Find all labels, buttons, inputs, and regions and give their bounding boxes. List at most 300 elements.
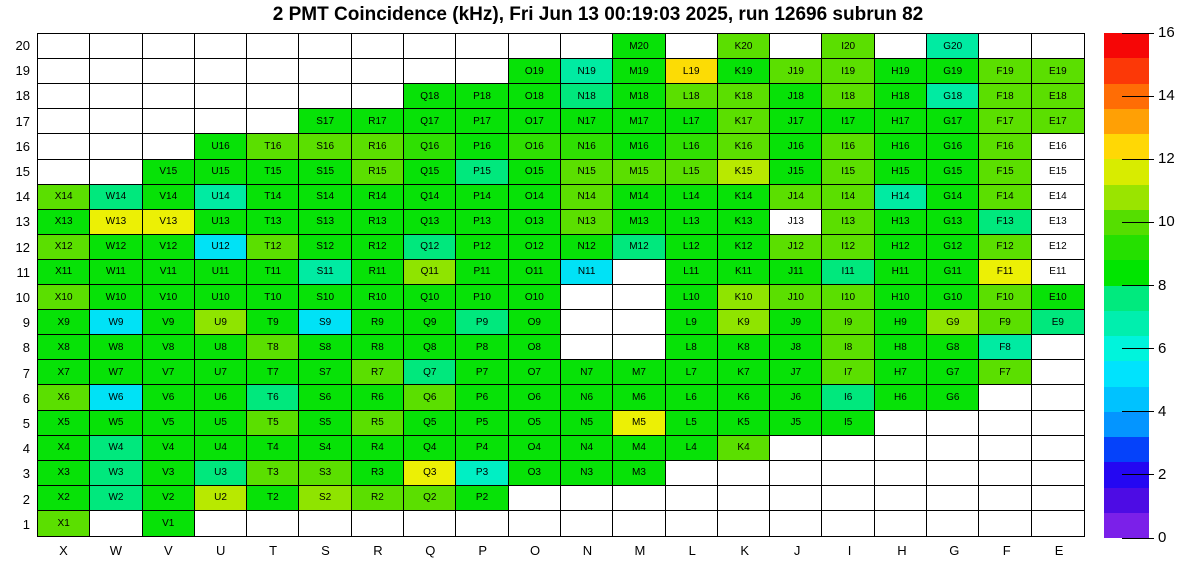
empty-cell-R18 xyxy=(352,84,404,109)
cell-L10: L10 xyxy=(666,285,718,310)
cell-G11: G11 xyxy=(927,260,979,285)
cell-G20: G20 xyxy=(927,34,979,59)
cell-L19: L19 xyxy=(666,59,718,84)
cell-K19: K19 xyxy=(718,59,770,84)
colorbar-band-11 xyxy=(1104,311,1149,336)
cell-M5: M5 xyxy=(613,411,665,436)
cell-Q7: Q7 xyxy=(404,360,456,385)
cell-P17: P17 xyxy=(456,109,508,134)
cell-T3: T3 xyxy=(247,461,299,486)
cell-F8: F8 xyxy=(979,335,1031,360)
cell-Q2: Q2 xyxy=(404,486,456,511)
empty-cell-O20 xyxy=(509,34,561,59)
colorbar-band-18 xyxy=(1104,488,1149,513)
cell-Q16: Q16 xyxy=(404,134,456,159)
colorbar-tick-10 xyxy=(1122,222,1154,223)
cell-R3: R3 xyxy=(352,461,404,486)
empty-cell-M1 xyxy=(613,511,665,536)
colorbar-band-6 xyxy=(1104,185,1149,210)
colorbar-tick-4 xyxy=(1122,411,1154,412)
cell-F16: F16 xyxy=(979,134,1031,159)
cell-X3: X3 xyxy=(38,461,90,486)
empty-cell-N2 xyxy=(561,486,613,511)
cell-N19: N19 xyxy=(561,59,613,84)
cell-N17: N17 xyxy=(561,109,613,134)
cell-G6: G6 xyxy=(927,385,979,410)
cell-W10: W10 xyxy=(90,285,142,310)
cell-S8: S8 xyxy=(299,335,351,360)
cell-S11: S11 xyxy=(299,260,351,285)
cell-X6: X6 xyxy=(38,385,90,410)
empty-cell-X20 xyxy=(38,34,90,59)
cell-R16: R16 xyxy=(352,134,404,159)
cell-N5: N5 xyxy=(561,411,613,436)
cell-P7: P7 xyxy=(456,360,508,385)
cell-S5: S5 xyxy=(299,411,351,436)
cell-X11: X11 xyxy=(38,260,90,285)
cell-X7: X7 xyxy=(38,360,90,385)
cell-P15: P15 xyxy=(456,160,508,185)
cell-R9: R9 xyxy=(352,310,404,335)
empty-cell-F6 xyxy=(979,385,1031,410)
cell-P11: P11 xyxy=(456,260,508,285)
cell-J5: J5 xyxy=(770,411,822,436)
empty-cell-Q20 xyxy=(404,34,456,59)
colorbar-band-9 xyxy=(1104,260,1149,285)
cell-W11: W11 xyxy=(90,260,142,285)
cell-K6: K6 xyxy=(718,385,770,410)
empty-cell-X19 xyxy=(38,59,90,84)
cell-U2: U2 xyxy=(195,486,247,511)
cell-O11: O11 xyxy=(509,260,561,285)
cell-P9: P9 xyxy=(456,310,508,335)
cell-R4: R4 xyxy=(352,436,404,461)
cell-W4: W4 xyxy=(90,436,142,461)
cell-G16: G16 xyxy=(927,134,979,159)
cell-N18: N18 xyxy=(561,84,613,109)
cell-V14: V14 xyxy=(143,185,195,210)
x-axis-label-N: N xyxy=(582,543,593,558)
cell-L12: L12 xyxy=(666,235,718,260)
cell-H19: H19 xyxy=(875,59,927,84)
empty-cell-G5 xyxy=(927,411,979,436)
cell-G7: G7 xyxy=(927,360,979,385)
cell-O19: O19 xyxy=(509,59,561,84)
cell-I10: I10 xyxy=(822,285,874,310)
x-axis-label-P: P xyxy=(478,543,488,558)
cell-F11: F11 xyxy=(979,260,1031,285)
cell-M17: M17 xyxy=(613,109,665,134)
empty-cell-M2 xyxy=(613,486,665,511)
cell-G10: G10 xyxy=(927,285,979,310)
cell-R14: R14 xyxy=(352,185,404,210)
cell-K10: K10 xyxy=(718,285,770,310)
cell-O5: O5 xyxy=(509,411,561,436)
empty-cell-H20 xyxy=(875,34,927,59)
cell-I18: I18 xyxy=(822,84,874,109)
empty-cell-V19 xyxy=(143,59,195,84)
cell-P5: P5 xyxy=(456,411,508,436)
cell-V6: V6 xyxy=(143,385,195,410)
empty-cell-N20 xyxy=(561,34,613,59)
cell-H12: H12 xyxy=(875,235,927,260)
cell-K17: K17 xyxy=(718,109,770,134)
cell-J18: J18 xyxy=(770,84,822,109)
empty-cell-E1 xyxy=(1032,511,1084,536)
empty-cell-U18 xyxy=(195,84,247,109)
cell-H16: H16 xyxy=(875,134,927,159)
cell-G18: G18 xyxy=(927,84,979,109)
cell-L17: L17 xyxy=(666,109,718,134)
colorbar-tick-label-4: 4 xyxy=(1158,402,1167,420)
colorbar-tick-label-2: 2 xyxy=(1158,465,1167,483)
cell-X8: X8 xyxy=(38,335,90,360)
cell-G8: G8 xyxy=(927,335,979,360)
empty-cell-K1 xyxy=(718,511,770,536)
cell-H14: H14 xyxy=(875,185,927,210)
cell-J19: J19 xyxy=(770,59,822,84)
x-axis-label-F: F xyxy=(1002,543,1011,558)
cell-K4: K4 xyxy=(718,436,770,461)
empty-cell-R19 xyxy=(352,59,404,84)
cell-W9: W9 xyxy=(90,310,142,335)
colorbar-tick-12 xyxy=(1122,159,1154,160)
cell-T8: T8 xyxy=(247,335,299,360)
cell-L4: L4 xyxy=(666,436,718,461)
cell-F13: F13 xyxy=(979,210,1031,235)
colorbar-band-16 xyxy=(1104,437,1149,462)
empty-cell-Q1 xyxy=(404,511,456,536)
colorbar-band-5 xyxy=(1104,159,1149,184)
cell-P4: P4 xyxy=(456,436,508,461)
cell-U15: U15 xyxy=(195,160,247,185)
cell-G17: G17 xyxy=(927,109,979,134)
cell-W5: W5 xyxy=(90,411,142,436)
empty-cell-P19 xyxy=(456,59,508,84)
cell-R17: R17 xyxy=(352,109,404,134)
cell-J17: J17 xyxy=(770,109,822,134)
x-axis-label-O: O xyxy=(530,543,541,558)
y-axis-label-12: 12 xyxy=(15,239,30,255)
empty-cell-I4 xyxy=(822,436,874,461)
cell-R15: R15 xyxy=(352,160,404,185)
cell-O12: O12 xyxy=(509,235,561,260)
cell-K15: K15 xyxy=(718,160,770,185)
cell-V9: V9 xyxy=(143,310,195,335)
y-axis-label-2: 2 xyxy=(22,491,30,507)
cell-W7: W7 xyxy=(90,360,142,385)
empty-cell-E5 xyxy=(1032,411,1084,436)
x-axis-label-K: K xyxy=(740,543,750,558)
y-axis-label-15: 15 xyxy=(15,164,30,179)
empty-cell-M10 xyxy=(613,285,665,310)
x-axis-label-X: X xyxy=(59,543,68,558)
cell-O14: O14 xyxy=(509,185,561,210)
cell-G14: G14 xyxy=(927,185,979,210)
empty-cell-L2 xyxy=(666,486,718,511)
x-axis-label-T: T xyxy=(269,543,278,558)
cell-P12: P12 xyxy=(456,235,508,260)
empty-cell-H1 xyxy=(875,511,927,536)
empty-cell-E4 xyxy=(1032,436,1084,461)
empty-cell-N9 xyxy=(561,310,613,335)
cell-H13: H13 xyxy=(875,210,927,235)
y-axis-label-10: 10 xyxy=(15,290,30,305)
empty-cell-L1 xyxy=(666,511,718,536)
x-axis-label-E: E xyxy=(1054,543,1064,558)
empty-cell-S1 xyxy=(299,511,351,536)
cell-O3: O3 xyxy=(509,461,561,486)
empty-cell-U1 xyxy=(195,511,247,536)
x-axis-label-U: U xyxy=(215,543,226,558)
cell-U4: U4 xyxy=(195,436,247,461)
cell-J6: J6 xyxy=(770,385,822,410)
empty-cell-I2 xyxy=(822,486,874,511)
cell-K16: K16 xyxy=(718,134,770,159)
x-axis-label-V: V xyxy=(163,543,173,558)
x-axis-label-J: J xyxy=(793,543,801,558)
cell-M6: M6 xyxy=(613,385,665,410)
cell-J10: J10 xyxy=(770,285,822,310)
cell-W12: W12 xyxy=(90,235,142,260)
cell-G19: G19 xyxy=(927,59,979,84)
cell-U16: U16 xyxy=(195,134,247,159)
cell-G15: G15 xyxy=(927,160,979,185)
cell-P2: P2 xyxy=(456,486,508,511)
cell-H9: H9 xyxy=(875,310,927,335)
cell-S6: S6 xyxy=(299,385,351,410)
cell-M16: M16 xyxy=(613,134,665,159)
cell-S4: S4 xyxy=(299,436,351,461)
cell-W8: W8 xyxy=(90,335,142,360)
empty-cell-L20 xyxy=(666,34,718,59)
empty-cell-J3 xyxy=(770,461,822,486)
y-axis-label-13: 13 xyxy=(15,214,30,230)
empty-cell-I1 xyxy=(822,511,874,536)
cell-Q11: Q11 xyxy=(404,260,456,285)
cell-T13: T13 xyxy=(247,210,299,235)
colorbar-tick-2 xyxy=(1122,474,1154,475)
cell-N13: N13 xyxy=(561,210,613,235)
empty-cell-V16 xyxy=(143,134,195,159)
cell-J9: J9 xyxy=(770,310,822,335)
cell-P14: P14 xyxy=(456,185,508,210)
cell-V8: V8 xyxy=(143,335,195,360)
cell-E19: E19 xyxy=(1032,59,1084,84)
empty-cell-L3 xyxy=(666,461,718,486)
cell-W6: W6 xyxy=(90,385,142,410)
empty-cell-E20 xyxy=(1032,34,1084,59)
cell-I13: I13 xyxy=(822,210,874,235)
empty-cell-W16 xyxy=(90,134,142,159)
cell-P6: P6 xyxy=(456,385,508,410)
colorbar-band-1 xyxy=(1104,58,1149,83)
x-axis-label-I: I xyxy=(847,543,852,558)
cell-S2: S2 xyxy=(299,486,351,511)
cell-O18: O18 xyxy=(509,84,561,109)
cell-O4: O4 xyxy=(509,436,561,461)
cell-L18: L18 xyxy=(666,84,718,109)
cell-L14: L14 xyxy=(666,185,718,210)
empty-cell-M9 xyxy=(613,310,665,335)
cell-V10: V10 xyxy=(143,285,195,310)
cell-S16: S16 xyxy=(299,134,351,159)
y-axis-label-4: 4 xyxy=(22,441,30,457)
cell-H11: H11 xyxy=(875,260,927,285)
empty-cell-G4 xyxy=(927,436,979,461)
empty-cell-W17 xyxy=(90,109,142,134)
empty-cell-X18 xyxy=(38,84,90,109)
colorbar-tick-8 xyxy=(1122,285,1154,286)
cell-O6: O6 xyxy=(509,385,561,410)
y-axis-label-20: 20 xyxy=(15,38,30,53)
cell-N6: N6 xyxy=(561,385,613,410)
cell-V11: V11 xyxy=(143,260,195,285)
cell-H15: H15 xyxy=(875,160,927,185)
cell-H6: H6 xyxy=(875,385,927,410)
cell-T4: T4 xyxy=(247,436,299,461)
cell-M15: M15 xyxy=(613,160,665,185)
cell-K20: K20 xyxy=(718,34,770,59)
y-axis-label-5: 5 xyxy=(22,416,30,431)
cell-W14: W14 xyxy=(90,185,142,210)
cell-F17: F17 xyxy=(979,109,1031,134)
cell-K8: K8 xyxy=(718,335,770,360)
cell-K12: K12 xyxy=(718,235,770,260)
colorbar-band-4 xyxy=(1104,134,1149,159)
cell-Q15: Q15 xyxy=(404,160,456,185)
cell-R5: R5 xyxy=(352,411,404,436)
empty-cell-K3 xyxy=(718,461,770,486)
cell-L16: L16 xyxy=(666,134,718,159)
empty-cell-G3 xyxy=(927,461,979,486)
cell-L15: L15 xyxy=(666,160,718,185)
y-axis-label-18: 18 xyxy=(15,88,30,104)
colorbar-tick-label-0: 0 xyxy=(1158,529,1167,546)
colorbar-tick-6 xyxy=(1122,348,1154,349)
y-axis-label-6: 6 xyxy=(22,390,30,406)
cell-I8: I8 xyxy=(822,335,874,360)
cell-S17: S17 xyxy=(299,109,351,134)
cell-R10: R10 xyxy=(352,285,404,310)
cell-U7: U7 xyxy=(195,360,247,385)
empty-cell-V18 xyxy=(143,84,195,109)
empty-cell-K2 xyxy=(718,486,770,511)
empty-cell-S19 xyxy=(299,59,351,84)
empty-cell-N1 xyxy=(561,511,613,536)
cell-U12: U12 xyxy=(195,235,247,260)
cell-X14: X14 xyxy=(38,185,90,210)
cell-S7: S7 xyxy=(299,360,351,385)
cell-J14: J14 xyxy=(770,185,822,210)
cell-L9: L9 xyxy=(666,310,718,335)
colorbar-band-10 xyxy=(1104,286,1149,311)
cell-K13: K13 xyxy=(718,210,770,235)
cell-I16: I16 xyxy=(822,134,874,159)
cell-T11: T11 xyxy=(247,260,299,285)
cell-P3: P3 xyxy=(456,461,508,486)
empty-cell-W19 xyxy=(90,59,142,84)
cell-O15: O15 xyxy=(509,160,561,185)
cell-J8: J8 xyxy=(770,335,822,360)
cell-E12: E12 xyxy=(1032,235,1084,260)
empty-cell-U17 xyxy=(195,109,247,134)
x-axis-label-M: M xyxy=(634,543,646,558)
cell-P8: P8 xyxy=(456,335,508,360)
cell-E18: E18 xyxy=(1032,84,1084,109)
cell-R11: R11 xyxy=(352,260,404,285)
cell-S13: S13 xyxy=(299,210,351,235)
empty-cell-G1 xyxy=(927,511,979,536)
empty-cell-Q19 xyxy=(404,59,456,84)
empty-cell-T19 xyxy=(247,59,299,84)
cell-Q17: Q17 xyxy=(404,109,456,134)
cell-M14: M14 xyxy=(613,185,665,210)
cell-P13: P13 xyxy=(456,210,508,235)
colorbar-band-3 xyxy=(1104,109,1149,134)
empty-cell-M8 xyxy=(613,335,665,360)
cell-E16: E16 xyxy=(1032,134,1084,159)
cell-T14: T14 xyxy=(247,185,299,210)
cell-X4: X4 xyxy=(38,436,90,461)
heatmap-grid xyxy=(37,33,1085,537)
cell-O10: O10 xyxy=(509,285,561,310)
empty-cell-W18 xyxy=(90,84,142,109)
cell-F10: F10 xyxy=(979,285,1031,310)
colorbar-tick-label-6: 6 xyxy=(1158,339,1167,357)
cell-I20: I20 xyxy=(822,34,874,59)
colorbar-band-19 xyxy=(1104,513,1149,538)
cell-E17: E17 xyxy=(1032,109,1084,134)
x-axis-label-W: W xyxy=(109,543,123,558)
x-axis-label-Q: Q xyxy=(425,543,436,558)
cell-V7: V7 xyxy=(143,360,195,385)
colorbar-tick-label-10: 10 xyxy=(1158,213,1175,231)
cell-N15: N15 xyxy=(561,160,613,185)
cell-V13: V13 xyxy=(143,210,195,235)
y-axis-label-3: 3 xyxy=(22,466,30,482)
cell-N4: N4 xyxy=(561,436,613,461)
empty-cell-W20 xyxy=(90,34,142,59)
cell-X12: X12 xyxy=(38,235,90,260)
cell-U9: U9 xyxy=(195,310,247,335)
cell-X10: X10 xyxy=(38,285,90,310)
cell-Q5: Q5 xyxy=(404,411,456,436)
empty-cell-T17 xyxy=(247,109,299,134)
colorbar-band-13 xyxy=(1104,361,1149,386)
empty-cell-O1 xyxy=(509,511,561,536)
cell-N11: N11 xyxy=(561,260,613,285)
cell-Q10: Q10 xyxy=(404,285,456,310)
colorbar-tick-label-14: 14 xyxy=(1158,87,1175,105)
empty-cell-F3 xyxy=(979,461,1031,486)
empty-cell-J1 xyxy=(770,511,822,536)
cell-F14: F14 xyxy=(979,185,1031,210)
cell-M18: M18 xyxy=(613,84,665,109)
cell-P10: P10 xyxy=(456,285,508,310)
empty-cell-R1 xyxy=(352,511,404,536)
cell-H8: H8 xyxy=(875,335,927,360)
colorbar-tick-label-8: 8 xyxy=(1158,276,1167,294)
empty-cell-N10 xyxy=(561,285,613,310)
cell-G9: G9 xyxy=(927,310,979,335)
empty-cell-F1 xyxy=(979,511,1031,536)
empty-cell-T1 xyxy=(247,511,299,536)
cell-L6: L6 xyxy=(666,385,718,410)
cell-W3: W3 xyxy=(90,461,142,486)
empty-cell-E8 xyxy=(1032,335,1084,360)
empty-cell-W15 xyxy=(90,160,142,185)
